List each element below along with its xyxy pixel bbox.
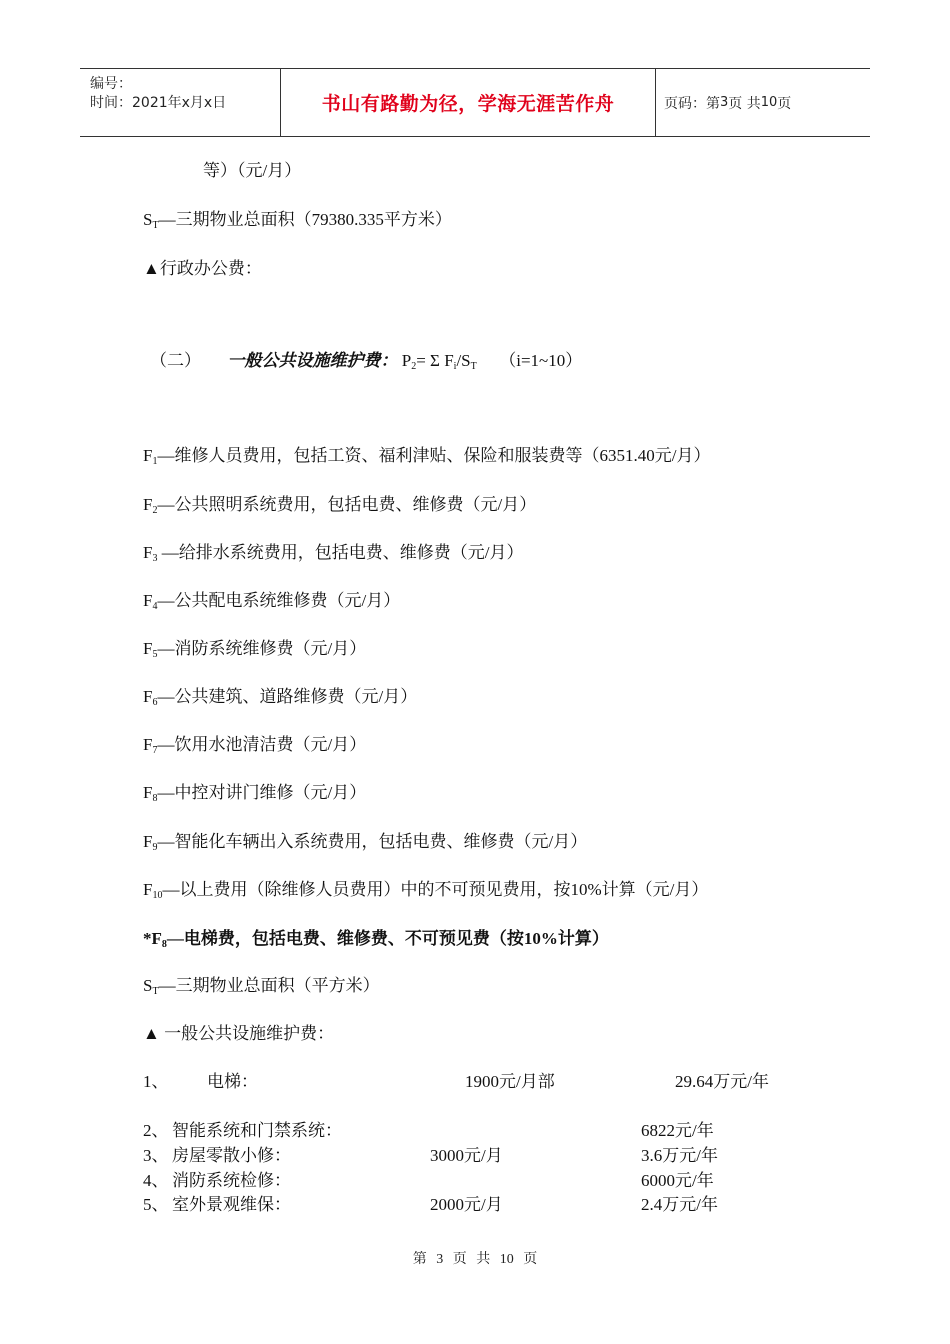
st2-subscript: T [152, 986, 159, 997]
fee-item-description: —消防系统维修费（元/月） [157, 639, 367, 658]
fee-item [143, 544, 523, 564]
fee-item-symbol: F [143, 639, 153, 658]
fee-item-subscript: 9 [152, 842, 158, 853]
formula-st: /S [456, 351, 471, 370]
st2-description: —三期物业总面积（平方米） [158, 976, 380, 995]
section-title: 一般公共设施维护费： [227, 351, 398, 370]
fee-item-symbol: F [143, 832, 153, 851]
fee-item [143, 447, 710, 467]
formula-range: （i=1~10） [499, 351, 583, 370]
header-motto: 书山有路勤为径，学海无涯苦作舟 [321, 93, 615, 115]
section-two-heading [150, 352, 582, 372]
fee-item-symbol: F [143, 880, 153, 899]
total-area-line-2 [143, 977, 380, 997]
fee-table-cell-name: 智能系统和门禁系统： [172, 1121, 342, 1140]
formula-p-subscript: 2 [411, 361, 417, 372]
fee-item-subscript: 4 [152, 601, 158, 612]
header-number-label: 编号： [90, 76, 132, 92]
fee-item [143, 784, 366, 804]
header-page-info [656, 69, 878, 136]
general-maintenance-heading: ▲ 一般公共设施维护费： [143, 1024, 335, 1043]
fee-item [143, 833, 587, 853]
fee-table-cell-no: 2、 [143, 1121, 169, 1140]
page-footer: 第 3 页 共 10 页 [412, 1252, 538, 1267]
fee-item-subscript: 1 [152, 456, 158, 467]
fee-table-cell-monthly: 3000元/月 [430, 1146, 503, 1165]
fee-item-description: —公共照明系统费用，包括电费、维修费（元/月） [157, 495, 537, 514]
st-subscript: T [152, 220, 159, 231]
formula-p: P [401, 351, 412, 370]
fee-table-cell-no: 4、 [143, 1171, 169, 1190]
st-description: —三期物业总面积（79380.335平方米） [158, 210, 452, 229]
header-time-label: 时间：2021年x月x日 [90, 95, 227, 111]
fee-table-cell-name: 室外景观维保： [172, 1195, 291, 1214]
star-subscript: 8 [161, 939, 167, 950]
fee-item-description: —给排水系统费用，包括电费、维修费（元/月） [157, 543, 524, 562]
fee-item-subscript: 7 [152, 745, 158, 756]
fee-item [143, 640, 366, 660]
header-page-total: 10 [760, 95, 778, 110]
fee-item [143, 592, 400, 612]
fee-item-description: —公共建筑、道路维修费（元/月） [157, 687, 418, 706]
header-page-current: 3 [720, 95, 729, 110]
fee-table-cell-monthly: 2000元/月 [430, 1195, 503, 1214]
header-page-prefix: 页码：第 [664, 95, 720, 112]
fee-item-symbol: F [143, 687, 153, 706]
header-page-suffix: 页 [777, 95, 792, 112]
fee-item [143, 496, 536, 516]
fee-table-cell-yearly: 6822元/年 [641, 1121, 714, 1140]
fee-item-subscript: 5 [152, 649, 158, 660]
continuation-line: 等）（元/月） [203, 161, 302, 180]
fee-item-symbol: F [143, 783, 153, 802]
st2-symbol: S [143, 976, 153, 995]
total-area-line [143, 211, 452, 231]
fee-item-symbol: F [143, 591, 153, 610]
fee-item-subscript: 6 [152, 697, 158, 708]
fee-item-symbol: F [143, 446, 153, 465]
section-number: （二） [150, 351, 201, 370]
fee-table-cell-yearly: 2.4万元/年 [641, 1195, 718, 1214]
header-page-mid: 页 共 [728, 95, 761, 112]
fee-table-cell-name: 房屋零散小修： [172, 1146, 291, 1165]
fee-item [143, 688, 417, 708]
fee-table-cell-monthly: 1900元/月部 [465, 1072, 555, 1091]
fee-table-cell-yearly: 3.6万元/年 [641, 1146, 718, 1165]
fee-item-description: —智能化车辆出入系统费用，包括电费、维修费（元/月） [157, 832, 588, 851]
formula-sum: = Σ F [416, 351, 454, 370]
fee-item-symbol: F [143, 735, 153, 754]
fee-table-cell-no: 5、 [143, 1195, 169, 1214]
fee-item-description: —公共配电系统维修费（元/月） [157, 591, 401, 610]
fee-table-cell-no: 1、 [143, 1072, 169, 1091]
st-symbol: S [143, 210, 153, 229]
star-description: —电梯费，包括电费、维修费、不可预见费（按10%计算） [166, 929, 609, 948]
fee-item-subscript: 3 [152, 553, 158, 564]
fee-table-cell-yearly: 29.64万元/年 [675, 1072, 769, 1091]
fee-table-cell-no: 3、 [143, 1146, 169, 1165]
admin-fee-heading: ▲行政办公费： [143, 259, 262, 278]
fee-item-description: —以上费用（除维修人员费用）中的不可预见费用，按10%计算（元/月） [162, 880, 709, 899]
fee-table-cell-name: 电梯： [207, 1072, 258, 1091]
fee-item-symbol: F [143, 495, 153, 514]
formula-t-subscript: T [470, 361, 477, 372]
fee-item-subscript: 2 [152, 505, 158, 516]
page-header [80, 68, 870, 137]
fee-item-subscript: 8 [152, 793, 158, 804]
fee-item [143, 881, 708, 901]
fee-item-description: —中控对讲门维修（元/月） [157, 783, 367, 802]
fee-table-cell-yearly: 6000元/年 [641, 1171, 714, 1190]
fee-table-cell-name: 消防系统检修： [172, 1171, 291, 1190]
fee-item-subscript: 10 [152, 890, 163, 901]
elevator-fee-line [143, 930, 609, 950]
fee-item-description: —维修人员费用，包括工资、福利津贴、保险和服装费等（6351.40元/月） [157, 446, 711, 465]
fee-item [143, 736, 366, 756]
header-meta [80, 69, 280, 136]
star-symbol: *F [143, 929, 162, 948]
formula-i-subscript: i [453, 361, 457, 372]
fee-item-symbol: F [143, 543, 153, 562]
fee-item-description: —饮用水池清洁费（元/月） [157, 735, 367, 754]
